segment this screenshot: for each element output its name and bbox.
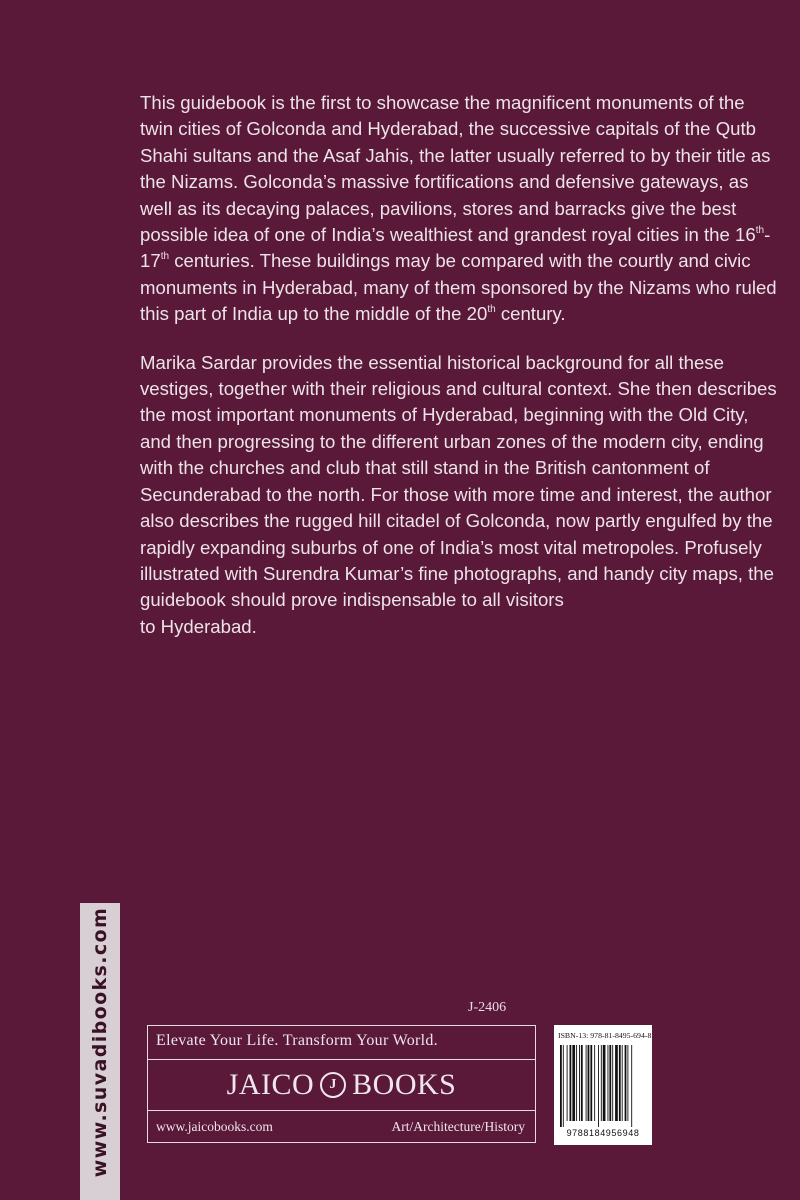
back-cover-blurb <box>140 90 780 662</box>
barcode-bar <box>572 1045 575 1121</box>
jaico-emblem-icon <box>320 1072 346 1098</box>
barcode-bar <box>576 1045 577 1121</box>
barcode-bar <box>609 1045 611 1121</box>
barcode-bar <box>579 1045 580 1121</box>
catalog-code: J-2406 <box>468 1000 507 1015</box>
barcode-bar <box>563 1045 564 1127</box>
barcode-bar <box>588 1045 590 1121</box>
publisher-website: www.jaicobooks.com <box>156 1119 273 1134</box>
barcode-bar <box>612 1045 613 1121</box>
publisher-box <box>147 1025 536 1143</box>
blurb-p2-text: Marika Sardar provides the essential historical background for all these vestiges, together with their religious and cultural context. She then describes the most important monuments of Hyderabad, beginning with the Old City, and then progressing to the different urban zones of the modern city, ending with the churches and club that still stand in the British cantonment of Secunderabad to the north. For those with more time and interest, the author also describes the rugged hill citadel of Golconda, now partly engulfed by the rapidly expanding suburbs of one of India’s most vital metropoles. Profusely illustrated with Surendra Kumar’s fine photographs, and handy city maps, the guidebook should prove indispensable to all visitors <box>140 351 777 611</box>
barcode-digits: 9788184956948 <box>566 1128 640 1138</box>
blurb-p1-text-c: centuries. These buildings may be compared with the courtly and civic monuments in Hyderabad, many of them sponsored by the Nizams who ruled this part of India up to the middle of the 20 <box>140 250 777 325</box>
blurb-p1-text-d: century. <box>495 303 566 325</box>
barcode-bar <box>603 1045 606 1121</box>
blurb-p1-text-b: -17 <box>140 224 771 272</box>
logo-word-books: BOOKS <box>352 1068 457 1101</box>
publisher-logo <box>148 1064 535 1106</box>
barcode-bar <box>581 1045 583 1121</box>
barcode-bar <box>590 1045 592 1121</box>
isbn-label: ISBN-13: 978-81-8495-694-8 <box>558 1031 652 1040</box>
barcode-bar <box>594 1045 595 1121</box>
book-category: Art/Architecture/History <box>391 1119 525 1134</box>
barcode-bar <box>601 1045 602 1121</box>
barcode-bar <box>608 1045 609 1121</box>
blurb-p1-text-a: This guidebook is the first to showcase the magnificent monuments of the twin cities of Golconda and Hyderabad, the successive capitals of the Qutb Shahi sultans and the Asaf Jahis, the latter usually referred to by their title as the Nizams. Golconda’s massive fortifications and defensive gateways, as well as its decaying palaces, pavilions, stores and barracks give the best possible idea of one of India’s wealthiest and grandest royal cities in the 16 <box>140 92 771 246</box>
watermark-text: www.suvadibooks.com <box>89 906 111 1178</box>
barcode-bar <box>586 1045 587 1121</box>
superscript-th: th <box>755 224 765 236</box>
barcode-icon <box>558 1045 648 1127</box>
barcode-bar <box>619 1045 621 1121</box>
blurb-p2-end: to Hyderabad. <box>140 615 257 637</box>
blurb-paragraph-2 <box>140 350 780 640</box>
barcode-bar <box>625 1045 627 1121</box>
divider <box>148 1110 535 1111</box>
logo-word-jaico: JAICO <box>226 1068 315 1101</box>
emblem-letter: J <box>329 1077 337 1092</box>
barcode-bar <box>631 1045 632 1127</box>
superscript-th: th <box>487 304 496 316</box>
barcode-panel <box>554 1025 652 1145</box>
barcode-bar <box>598 1045 599 1127</box>
barcode-bar <box>622 1045 623 1121</box>
barcode-bar <box>627 1045 628 1121</box>
barcode-bar <box>567 1045 568 1121</box>
superscript-th: th <box>160 251 170 263</box>
blurb-paragraph-1 <box>140 90 780 328</box>
publisher-tagline: Elevate Your Life. Transform Your World. <box>156 1032 438 1049</box>
barcode-bar <box>570 1045 572 1121</box>
barcode-bar <box>615 1045 618 1121</box>
divider <box>148 1059 535 1060</box>
barcode-bar <box>560 1045 562 1127</box>
